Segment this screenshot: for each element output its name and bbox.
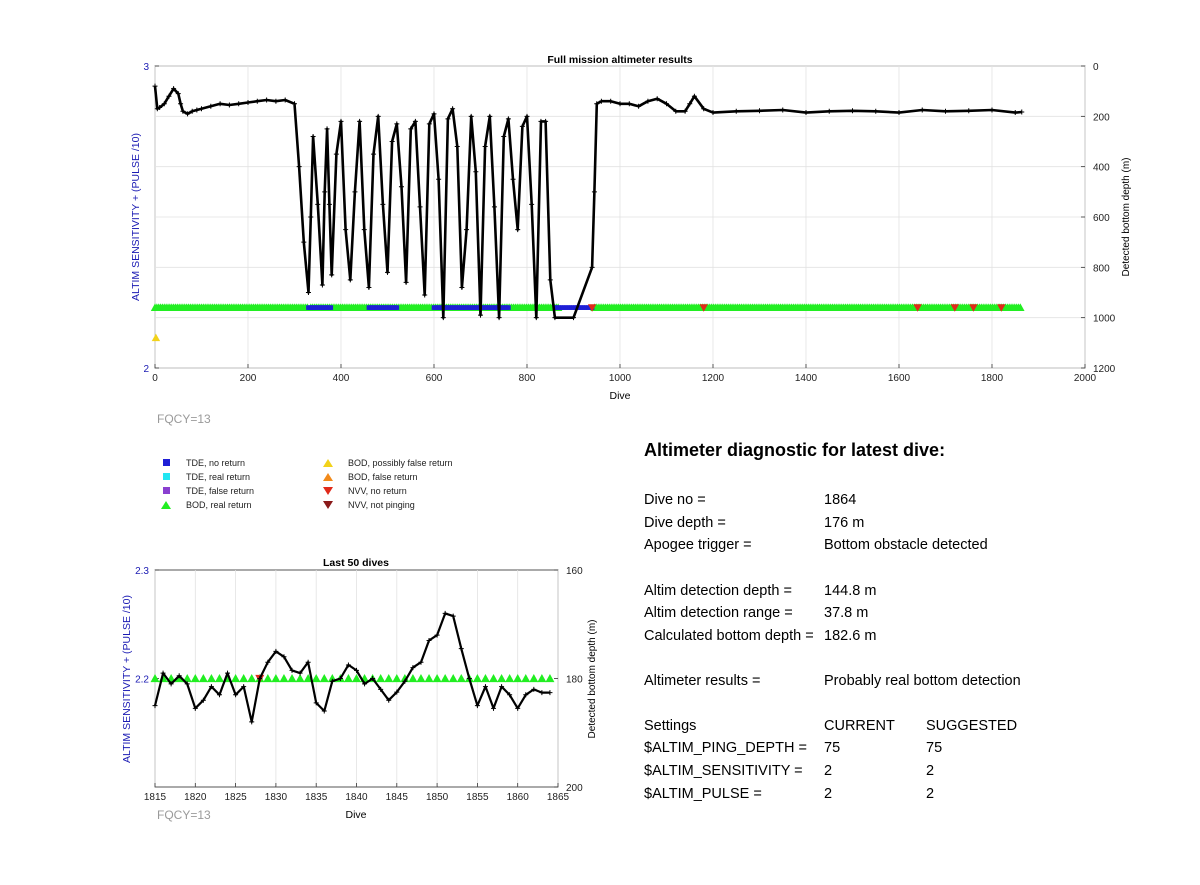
- legend-label: BOD, real return: [186, 500, 252, 510]
- settings-header-row: [644, 718, 1164, 738]
- results-row: [644, 673, 1164, 693]
- apogee-value: Bottom obstacle detected: [824, 537, 988, 553]
- dive-no-value: 1864: [824, 492, 857, 508]
- detect-depth-label: Altim detection depth =: [644, 583, 792, 599]
- square-icon: [160, 458, 172, 468]
- legend-item-nvv-not-pinging: [322, 500, 415, 510]
- dive-depth-row: [644, 515, 1164, 535]
- right-tick-label: 400: [1093, 162, 1110, 174]
- right-tick-label: 200: [566, 783, 583, 794]
- legend-label: TDE, false return: [186, 486, 255, 496]
- right-tick-label: 180: [566, 674, 583, 686]
- bottom-right-y-label: Detected bottom depth (m): [587, 619, 598, 739]
- ping-depth-suggested: 75: [926, 740, 943, 756]
- top-x-label: Dive: [609, 390, 631, 402]
- ping-depth-label: $ALTIM_PING_DEPTH =: [644, 740, 807, 756]
- suggested-header: SUGGESTED: [926, 718, 1018, 734]
- pulse-row: [644, 786, 1164, 806]
- right-tick-label: 1000: [1093, 313, 1116, 325]
- sensitivity-current: 2: [824, 763, 833, 779]
- x-tick-label: 1400: [794, 373, 818, 384]
- ping-depth-row: [644, 740, 1164, 760]
- dive-no-label: Dive no =: [644, 492, 706, 508]
- legend: [160, 458, 500, 518]
- current-header: CURRENT: [824, 718, 895, 734]
- pulse-label: $ALTIM_PULSE =: [644, 786, 762, 802]
- detect-range-row: [644, 605, 1164, 625]
- x-tick-label: 0: [152, 373, 158, 384]
- detect-depth-value: 144.8 m: [824, 583, 877, 599]
- sensitivity-label: $ALTIM_SENSITIVITY =: [644, 763, 803, 779]
- x-tick-label: 1840: [345, 792, 368, 803]
- x-tick-label: 1855: [466, 792, 489, 803]
- bottom-left-y-label: ALTIM SENSITIVITY + (PULSE /10): [121, 595, 133, 763]
- marker-square: [328, 305, 333, 310]
- legend-label: TDE, no return: [186, 458, 246, 468]
- detect-range-label: Altim detection range =: [644, 605, 793, 621]
- pulse-suggested: 2: [926, 786, 935, 802]
- top-chart: [130, 54, 1132, 402]
- x-tick-label: 1865: [546, 792, 570, 803]
- sensitivity-suggested: 2: [926, 763, 935, 779]
- legend-item-bod-false-return: [322, 472, 418, 482]
- triangle-up-icon: [160, 500, 172, 510]
- x-tick-label: 1850: [425, 792, 449, 803]
- square-icon: [160, 472, 172, 482]
- right-tick-label: 1200: [1093, 364, 1116, 375]
- x-tick-label: 1825: [224, 792, 247, 803]
- right-tick-label: 0: [1093, 62, 1099, 73]
- bottom-x-label: Dive: [345, 809, 367, 821]
- triangle-up-icon: [322, 472, 334, 482]
- x-tick-label: 1600: [887, 373, 911, 384]
- triangle-up-icon: [322, 458, 334, 468]
- square-icon: [160, 486, 172, 496]
- legend-item-bod-real-return: [160, 500, 252, 510]
- detect-depth-row: [644, 583, 1164, 603]
- results-label: Altimeter results =: [644, 673, 761, 689]
- marker-square: [394, 305, 399, 310]
- x-tick-label: 2000: [1073, 373, 1097, 384]
- apogee-label: Apogee trigger =: [644, 537, 752, 553]
- top-fqcy-label: FQCY=13: [157, 412, 211, 426]
- top-chart-title: Full mission altimeter results: [547, 54, 693, 66]
- left-tick-label: 3: [143, 62, 149, 73]
- top-left-y-label: ALTIM SENSITIVITY + (PULSE /10): [130, 133, 142, 301]
- x-tick-label: 1830: [264, 792, 288, 803]
- sensitivity-row: [644, 763, 1164, 783]
- x-tick-label: 1000: [608, 373, 632, 384]
- legend-item-tde-no-return: [160, 458, 245, 468]
- x-tick-label: 1815: [143, 792, 167, 803]
- left-tick-label: 2: [143, 364, 149, 375]
- left-tick-label: 2.3: [135, 566, 149, 577]
- top-right-y-label: Detected bottom depth (m): [1121, 157, 1132, 277]
- settings-label: Settings: [644, 718, 697, 734]
- x-tick-label: 1820: [184, 792, 207, 803]
- marker-square: [506, 305, 511, 310]
- x-tick-label: 1835: [305, 792, 328, 803]
- diagnostic-panel: [644, 440, 1164, 802]
- triangle-down-icon: [322, 500, 334, 510]
- x-tick-label: 800: [518, 373, 536, 384]
- right-tick-label: 600: [1093, 213, 1110, 224]
- x-tick-label: 1845: [385, 792, 408, 803]
- diagnostic-title: Altimeter diagnostic for latest dive:: [644, 440, 946, 460]
- x-tick-label: 1800: [980, 373, 1004, 384]
- bottom-chart: [121, 557, 598, 821]
- apogee-row: [644, 537, 1164, 557]
- results-value: Probably real bottom detection: [824, 673, 1021, 689]
- legend-item-tde-false-return: [160, 486, 254, 496]
- legend-item-nvv-no-return: [322, 486, 407, 496]
- legend-label: NVV, no return: [348, 486, 407, 496]
- legend-label: BOD, false return: [348, 472, 418, 482]
- detect-range-value: 37.8 m: [824, 605, 869, 621]
- calc-depth-value: 182.6 m: [824, 628, 877, 644]
- ping-depth-current: 75: [824, 740, 841, 756]
- dive-no-row: [644, 492, 1164, 512]
- x-tick-label: 400: [332, 373, 350, 384]
- right-tick-label: 200: [1093, 112, 1110, 124]
- x-tick-label: 1200: [701, 373, 725, 384]
- bottom-fqcy-label: FQCY=13: [157, 808, 211, 822]
- triangle-down-icon: [322, 486, 334, 496]
- calc-depth-label: Calculated bottom depth =: [644, 628, 814, 644]
- dive-depth-value: 176 m: [824, 515, 865, 531]
- legend-item-tde-real-return: [160, 472, 250, 482]
- bottom-chart-title: Last 50 dives: [323, 557, 389, 569]
- x-tick-label: 600: [425, 373, 443, 384]
- x-tick-label: 1860: [506, 792, 529, 803]
- top-right-ticks: [1081, 62, 1116, 375]
- legend-label: NVV, not pinging: [348, 500, 415, 510]
- legend-label: TDE, real return: [186, 472, 251, 482]
- left-tick-label: 2.2: [135, 674, 149, 686]
- legend-item-bod-possibly-false: [322, 458, 453, 468]
- x-tick-label: 200: [239, 373, 257, 384]
- legend-label: BOD, possibly false return: [348, 458, 453, 468]
- pulse-current: 2: [824, 786, 833, 802]
- calc-depth-row: [644, 628, 1164, 648]
- dive-depth-label: Dive depth =: [644, 515, 726, 531]
- right-tick-label: 160: [566, 566, 583, 577]
- right-tick-label: 800: [1093, 263, 1110, 275]
